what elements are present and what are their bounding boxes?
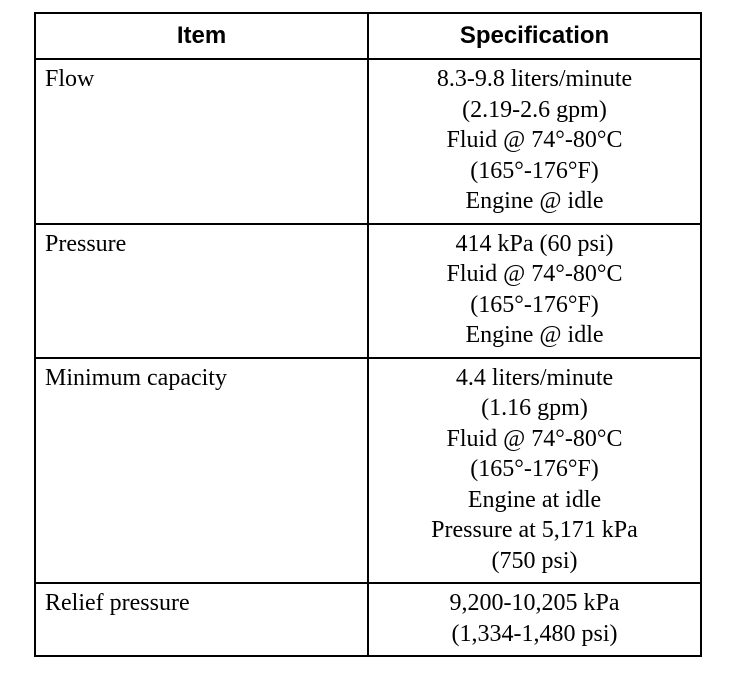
- specification-line: 4.4 liters/minute: [455, 364, 614, 391]
- table-row: [35, 59, 701, 224]
- specification-cell: [368, 59, 701, 224]
- item-cell: Flow: [35, 59, 368, 224]
- specification-line: 9,200-10,205 kPa: [449, 590, 620, 616]
- specification-cell: [368, 583, 701, 656]
- table-body: [35, 59, 701, 656]
- table-row: [35, 358, 701, 584]
- specification-table: [34, 12, 702, 657]
- specification-line: (2.19-2.6 gpm): [462, 96, 607, 123]
- specification-line: (1,334-1,480 psi): [451, 620, 618, 647]
- specification-line: 414 kPa (60 psi): [455, 230, 614, 257]
- specification-line: Engine @ idle: [465, 188, 604, 214]
- specification-line: (750 psi): [491, 547, 578, 574]
- specification-line: (1.16 gpm): [481, 395, 588, 421]
- table-header: [35, 13, 701, 59]
- specification-column-header: Specification: [368, 13, 701, 59]
- item-cell: Relief pressure: [35, 583, 368, 656]
- specification-line: Engine @ idle: [465, 322, 604, 348]
- specification-line: Pressure at 5,171 kPa: [431, 517, 638, 543]
- specification-cell: [368, 358, 701, 584]
- table-row: [35, 224, 701, 358]
- specification-line: Fluid @ 74°-80°C: [446, 261, 623, 287]
- item-column-header: Item: [35, 13, 368, 59]
- specification-cell: [368, 224, 701, 358]
- specification-line: 8.3-9.8 liters/minute: [436, 66, 633, 92]
- specification-line: (165°-176°F): [470, 291, 599, 318]
- specification-line: Fluid @ 74°-80°C: [446, 425, 623, 452]
- table-row: [35, 583, 701, 656]
- header-row: [35, 13, 701, 59]
- item-cell: Pressure: [35, 224, 368, 358]
- specification-line: Fluid @ 74°-80°C: [446, 127, 623, 153]
- specification-line: (165°-176°F): [470, 157, 599, 184]
- specification-line: (165°-176°F): [470, 456, 599, 482]
- specification-line: Engine at idle: [467, 486, 602, 513]
- item-cell: Minimum capacity: [35, 358, 368, 584]
